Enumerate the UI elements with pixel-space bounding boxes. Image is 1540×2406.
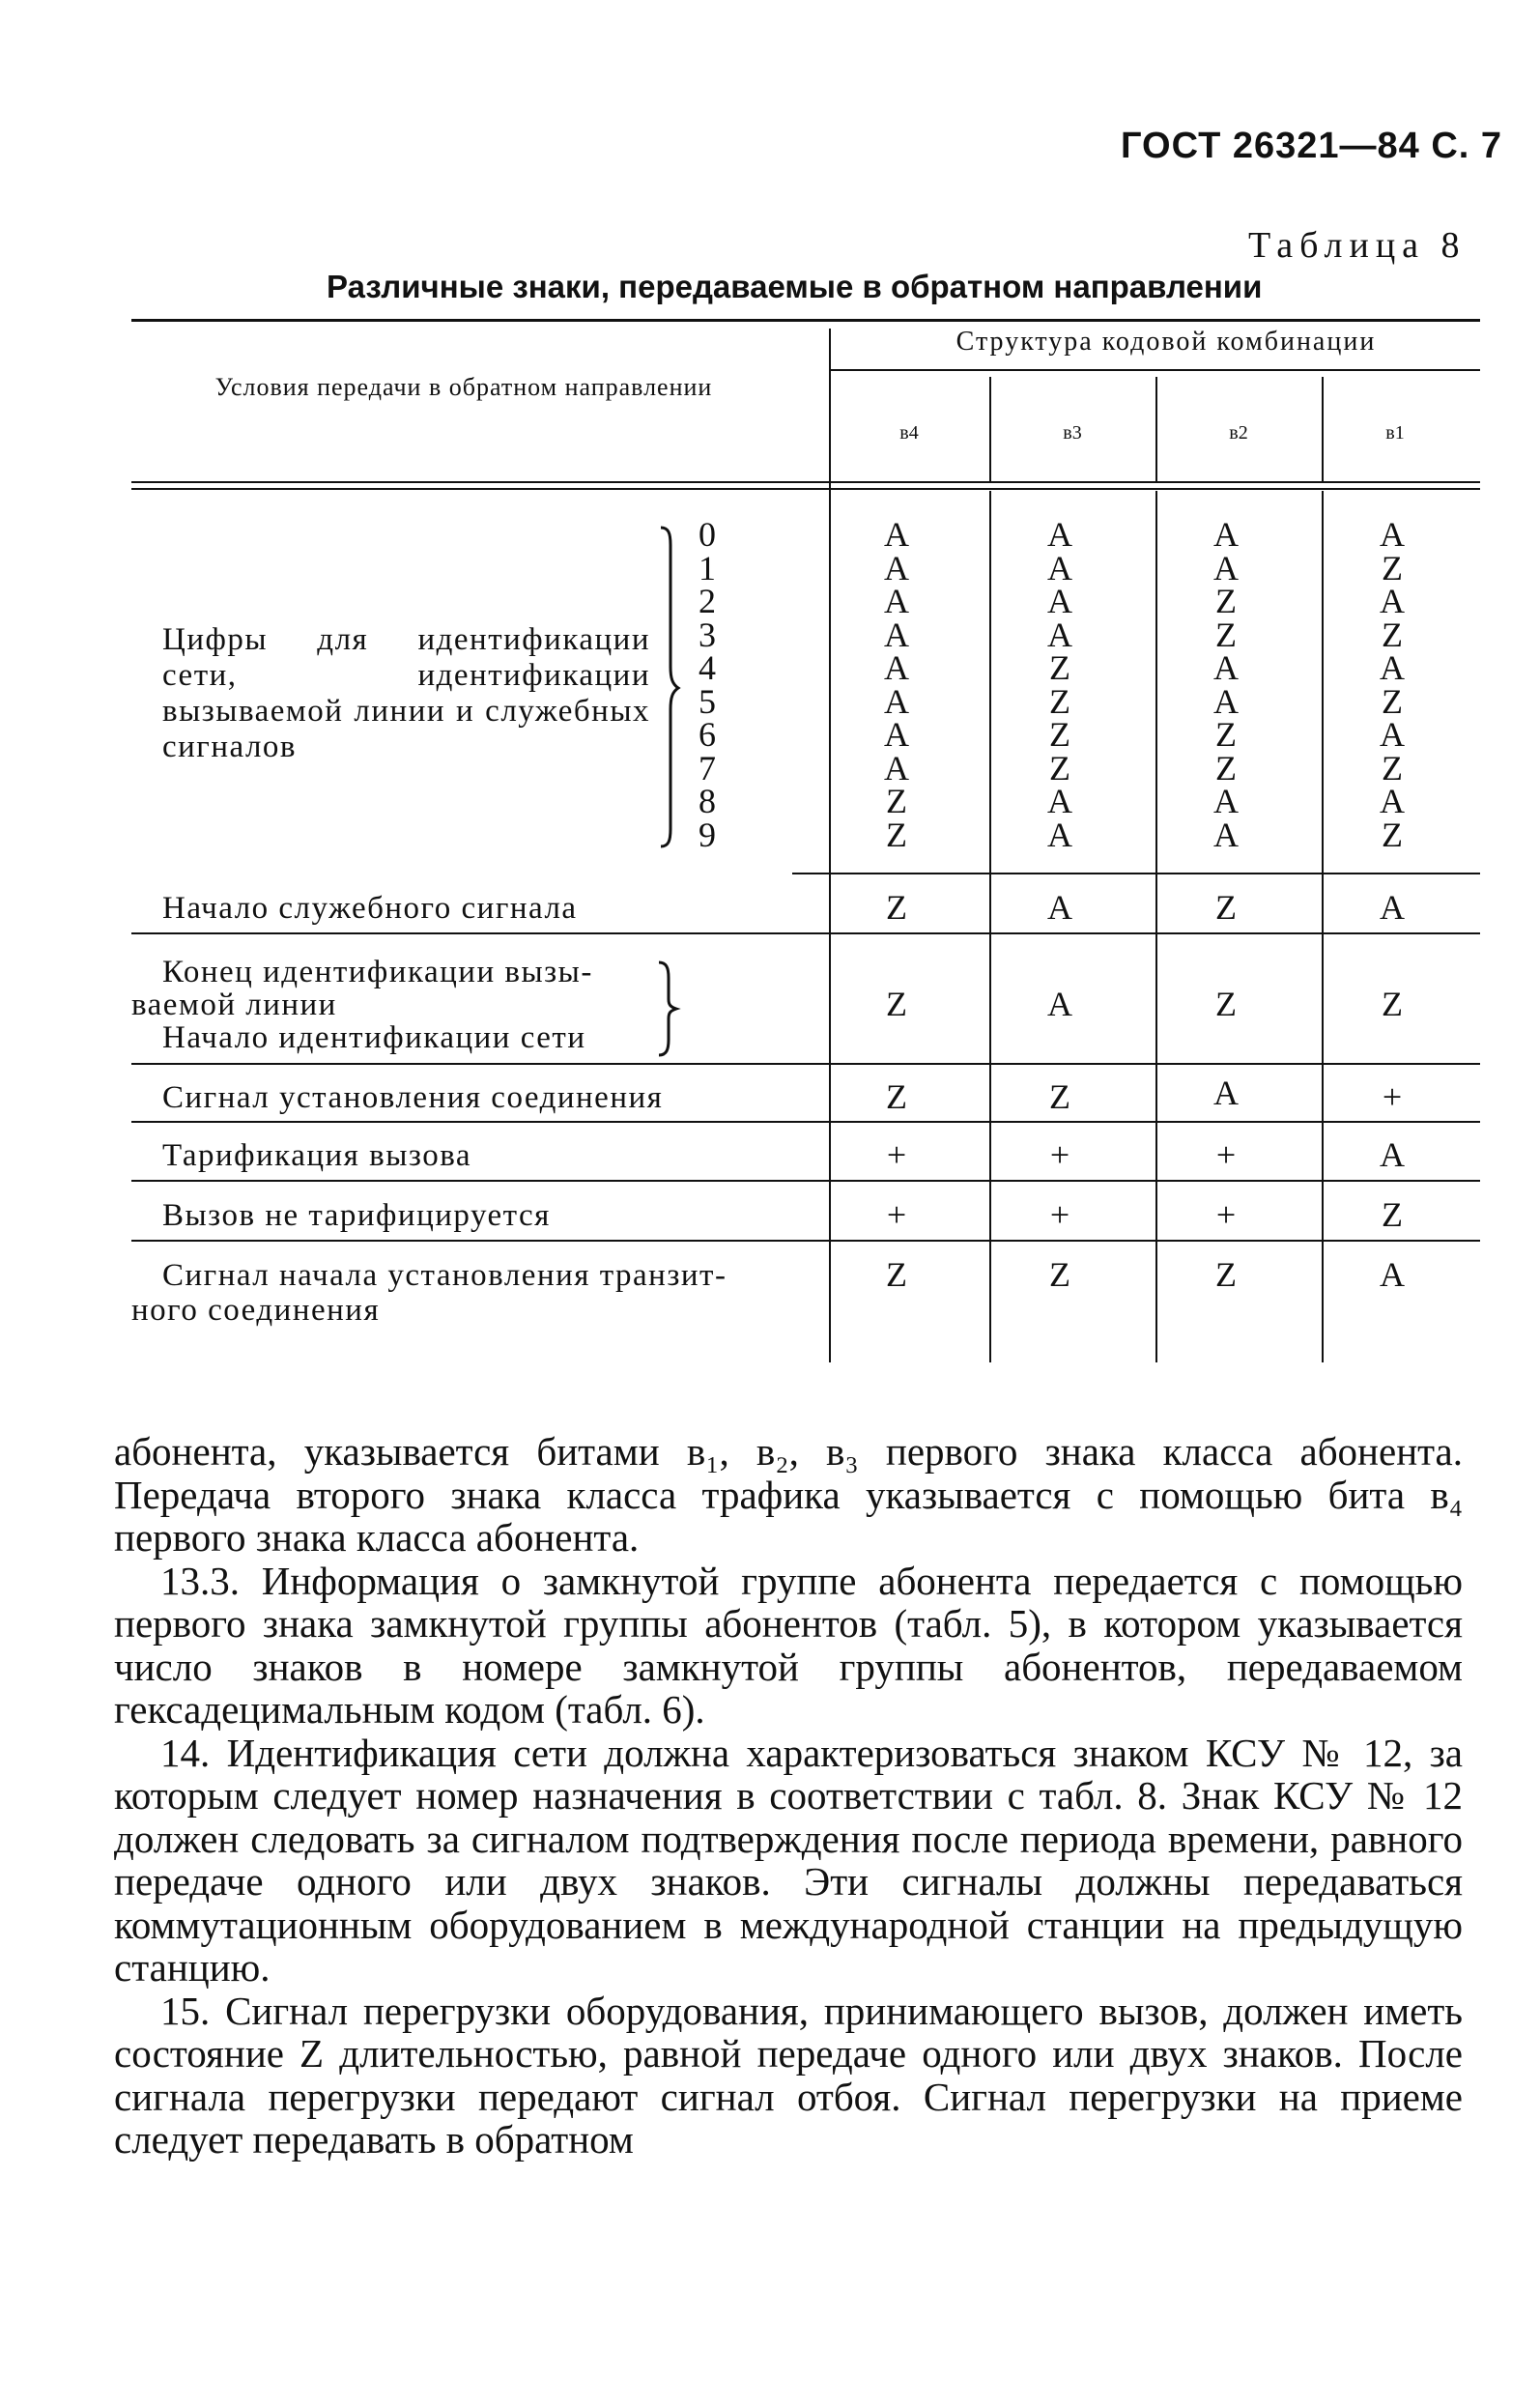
cell-b3: Z — [1049, 1077, 1070, 1116]
digits-b4-values: A A A A A A A A Z Z — [884, 515, 909, 854]
condition-header: Условия передачи в обратном направлении — [214, 373, 713, 401]
vline-b1 — [1322, 491, 1324, 1362]
cell-b2: Z — [1215, 888, 1237, 927]
cell-b4: Z — [886, 1255, 907, 1294]
cell-b4: Z — [886, 1077, 907, 1116]
bit-b4-header: в4 — [899, 422, 919, 444]
cell-b3: + — [1049, 1195, 1070, 1234]
vline-b1-head — [1322, 377, 1324, 481]
cell-b2: Z — [1215, 1255, 1237, 1294]
row-rule — [792, 873, 1480, 874]
header-bottom-rule-2 — [131, 488, 1480, 490]
bit-b3-header: в3 — [1063, 422, 1082, 444]
row-rule — [131, 1240, 1480, 1242]
digits-b2-values: A A Z Z A A Z Z A A — [1213, 515, 1239, 854]
paragraph: 14. Идентификация сети должна характеризоваться знаком КСУ № 12, за которым следует номер назначения в соответствии с табл. 8. Знак КСУ № 12 должен следовать за сигналом подтверждения после периода времени, равного передаче одного или двух знаков. Эти сигналы должны передаваться коммутационным оборудованием в международной станции на предыдущую станцию. — [114, 1730, 1463, 1990]
table-title: Различные знаки, передаваемые в обратном направлении — [327, 269, 1263, 304]
row-label: Сигнал установления соединения — [162, 1080, 664, 1115]
digits-list — [688, 515, 727, 854]
row-rule — [131, 1121, 1480, 1123]
table-label: Таблица 8 — [1248, 225, 1467, 266]
table-top-rule — [131, 319, 1480, 322]
row-label-line: ваемой линии — [131, 988, 337, 1022]
row-label-line: Сигнал начала установления транзит- — [162, 1258, 727, 1293]
vline-b4 — [829, 329, 831, 1362]
digit: 3 — [699, 615, 716, 654]
header-bottom-rule — [131, 481, 1480, 483]
digits-row-label: Цифры для идентификации сети, идентификации вызываемой линии и служебных сигналов — [162, 622, 650, 764]
digit: 2 — [699, 582, 716, 620]
paragraph: 13.3. Информация о замкнутой группе абонента передается с помощью первого знака замкнутой группы абонентов (табл. 5), в котором указывается число знаков в номере замкнутой группы абонентов, передаваемом гексадецимальным кодом (табл. 6). — [114, 1558, 1463, 1732]
row-brace — [653, 959, 682, 1059]
cell-b3: A — [1047, 985, 1072, 1023]
row-rule — [131, 1063, 1480, 1065]
vline-b3 — [989, 491, 991, 1362]
vline-b2 — [1155, 491, 1157, 1362]
cell-b2: A — [1213, 1074, 1239, 1112]
cell-b4: Z — [886, 985, 907, 1023]
digit: 6 — [699, 715, 716, 754]
cell-b1: A — [1380, 1255, 1405, 1294]
cell-b3: + — [1049, 1135, 1070, 1174]
digit: 0 — [699, 515, 716, 554]
cell-b1: Z — [1382, 1195, 1403, 1234]
cell-b4: + — [886, 1135, 907, 1174]
row-label: Тарификация вызова — [162, 1138, 472, 1173]
digit: 5 — [699, 681, 716, 721]
page-header: ГОСТ 26321—84 С. 7 — [1121, 126, 1503, 166]
bit-b2-header: в2 — [1229, 422, 1248, 444]
cell-b1: + — [1382, 1077, 1403, 1116]
row-rule — [131, 1180, 1480, 1182]
row-label: Вызов не тарифицируется — [162, 1198, 551, 1233]
struct-header-rule — [831, 369, 1480, 371]
cell-b1: Z — [1382, 985, 1403, 1023]
cell-b2: Z — [1215, 985, 1237, 1023]
paragraph: абонента, указывается битами в₁, в₂, в₃ первого знака класса абонента. Передача второго знака класса трафика указывается с помощью бита в₄ первого знака класса абонента. — [114, 1429, 1463, 1560]
cell-b4: Z — [886, 888, 907, 927]
digit: 1 — [699, 548, 716, 587]
row-label-line: ного соединения — [131, 1293, 381, 1328]
cell-b2: + — [1215, 1195, 1237, 1234]
vline-b3-head — [989, 377, 991, 481]
structure-header: Структура кодовой комбинации — [955, 327, 1377, 357]
cell-b3: A — [1047, 888, 1072, 927]
digit: 4 — [699, 648, 716, 687]
bit-b1-header: в1 — [1385, 422, 1405, 444]
cell-b1: A — [1380, 888, 1405, 927]
cell-b2: + — [1215, 1135, 1237, 1174]
cell-b1: A — [1380, 1135, 1405, 1174]
row-label-line: Начало идентификации сети — [162, 1020, 586, 1055]
paragraph: 15. Сигнал перегрузки оборудования, принимающего вызов, должен иметь состояние Z длительностью, равной передаче одного или двух знаков. После сигнала перегрузки передают сигнал отбоя. Сигнал перегрузки на приеме следует передавать в обратном — [114, 1988, 1463, 2162]
row-label: Начало служебного сигнала — [162, 891, 578, 926]
cell-b3: Z — [1049, 1255, 1070, 1294]
digits-brace — [655, 522, 684, 850]
body-text — [114, 1430, 1463, 2162]
digit: 8 — [699, 782, 716, 820]
digit: 7 — [699, 748, 716, 788]
row-rule — [131, 932, 1480, 934]
digit: 9 — [699, 815, 716, 854]
vline-b2-head — [1155, 377, 1157, 481]
digits-b1-values: A Z A Z A Z A Z A Z — [1380, 515, 1405, 854]
row-label-line: Конец идентификации вызы- — [162, 955, 593, 989]
digits-b3-values: A A A A Z Z Z Z A A — [1047, 515, 1072, 854]
cell-b4: + — [886, 1195, 907, 1234]
